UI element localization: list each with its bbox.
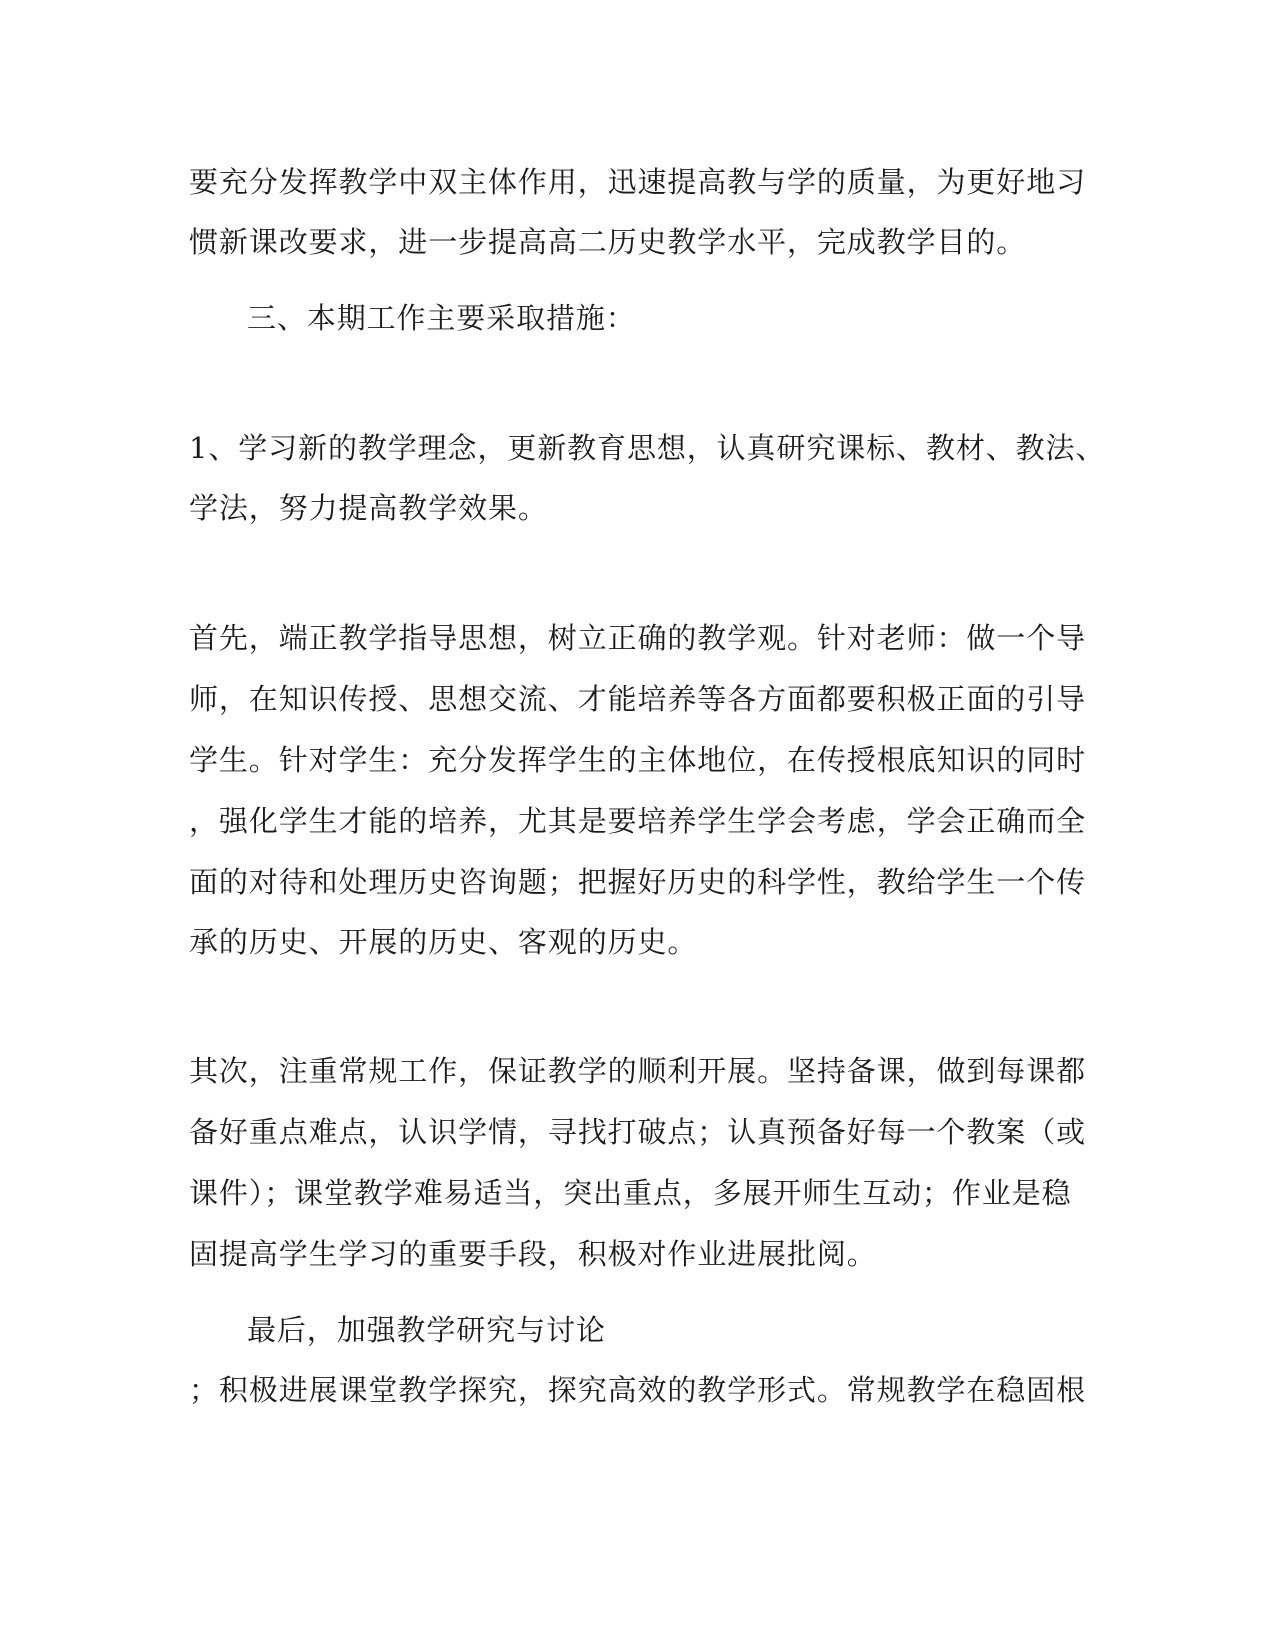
text-line: 面的对待和处理历史咨询题；把握好历史的科学性，教给学生一个传 bbox=[189, 865, 1087, 899]
text-line: ，强化学生才能的培养，尤其是要培养学生学会考虑，学会正确而全 bbox=[189, 804, 1087, 838]
text-line: 最后，加强教学研究与讨论 bbox=[247, 1313, 606, 1347]
section-heading: 三、本期工作主要采取措施： bbox=[247, 301, 636, 335]
text-line: 学法，努力提高教学效果。 bbox=[189, 491, 548, 525]
text-line: 惯新课改要求，进一步提高高二历史教学水平，完成教学目的。 bbox=[189, 225, 1027, 259]
text-line: 备好重点难点，认识学情，寻找打破点；认真预备好每一个教案（或 bbox=[189, 1115, 1087, 1149]
text-line: 承的历史、开展的历史、客观的历史。 bbox=[189, 925, 698, 959]
text-line: 固提高学生学习的重要手段，积极对作业进展批阅。 bbox=[189, 1237, 877, 1271]
text-line: 要充分发挥教学中双主体作用，迅速提高教与学的质量，为更好地习 bbox=[189, 165, 1087, 199]
text-line: 课件）；课堂教学难易适当，突出重点，多展开师生互动；作业是稳 bbox=[189, 1176, 1072, 1210]
text-line: 首先，端正教学指导思想，树立正确的教学观。针对老师：做一个导 bbox=[189, 621, 1087, 655]
text-line: 学生。针对学生：充分发挥学生的主体地位，在传授根底知识的同时 bbox=[189, 743, 1087, 777]
text-line: ；积极进展课堂教学探究，探究高效的教学形式。常规教学在稳固根 bbox=[189, 1373, 1087, 1407]
text-line: 其次，注重常规工作，保证教学的顺利开展。坚持备课，做到每课都 bbox=[189, 1054, 1087, 1088]
list-item-heading: 1、学习新的教学理念，更新教育思想，认真研究课标、教材、教法、 bbox=[189, 431, 1106, 465]
text-line: 师，在知识传授、思想交流、才能培养等各方面都要积极正面的引导 bbox=[189, 682, 1087, 716]
